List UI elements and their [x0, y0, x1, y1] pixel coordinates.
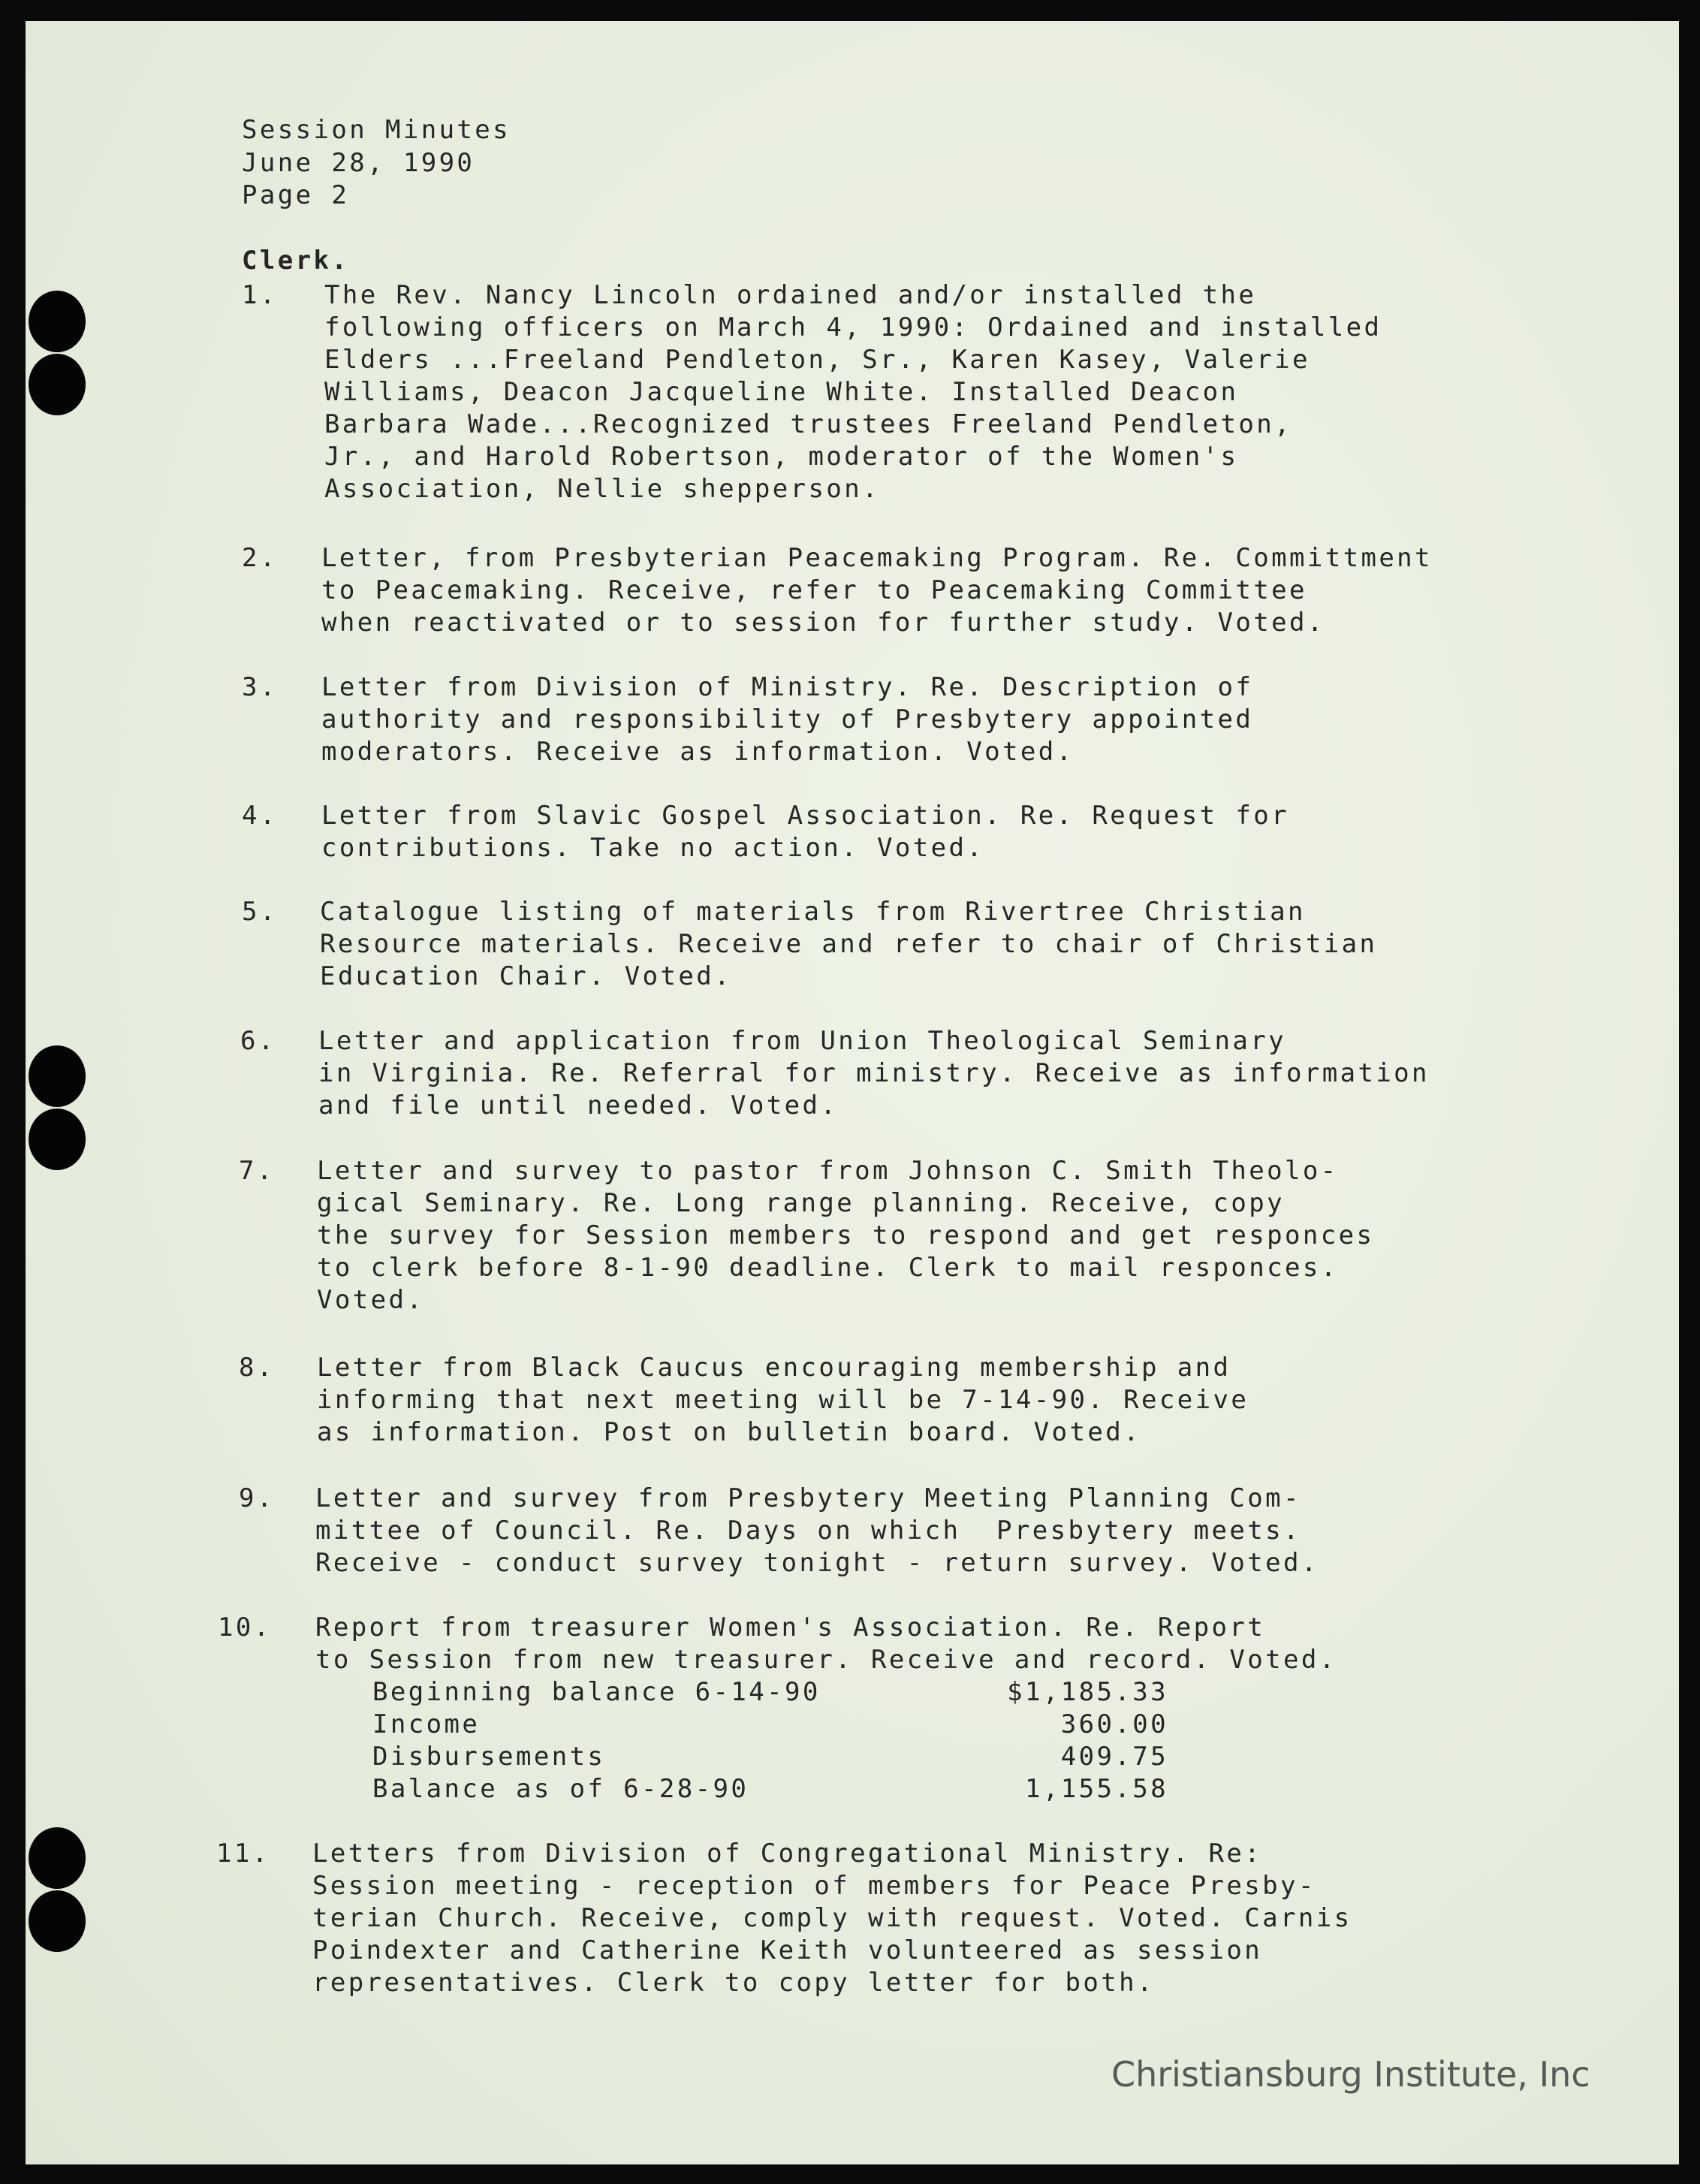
header-date: June 28, 1990 — [242, 148, 475, 178]
header-title: Session Minutes — [242, 115, 511, 145]
watermark-text: Christiansburg Institute, Inc — [1111, 2054, 1590, 2095]
minutes-item: Letter from Division of Ministry. Re. Description of authority and responsibility of Presbytery appointed moderators. Receive as information. Voted. — [321, 672, 1254, 767]
item-number: 1. — [242, 280, 278, 310]
item-number: 4. — [242, 801, 278, 831]
item-number: 6. — [240, 1026, 276, 1056]
minutes-item: The Rev. Nancy Lincoln ordained and/or installed the following officers on March 4, 1990: Ordained and installed Elders ...Freeland Pendleton, Sr., Karen Kasey, Valerie Williams, Deacon Jacqueline White. Installed Deacon Barbara Wade...Recognized trustees Freeland Pendleton, Jr., and Harold Robertson, moderator of the Women's Association, Nellie shepperson. — [324, 280, 1382, 504]
minutes-item: Letter and survey to pastor from Johnson C. Smith Theolo- gical Seminary. Re. Long range planning. Receive, copy the survey for Session members to respond and get responces to clerk before 8-1-90 deadline. Clerk to mail responces. Voted. — [317, 1156, 1375, 1315]
item-number: 11. — [216, 1839, 270, 1869]
item-number: 3. — [242, 672, 278, 702]
item-number: 2. — [242, 543, 278, 573]
minutes-item: Letter, from Presbyterian Peacemaking Program. Re. Committment to Peacemaking. Receive, refer to Peacemaking Committee when reactivated or to session for further study. Voted. — [321, 543, 1433, 638]
item-number: 5. — [242, 897, 278, 927]
finance-label: Income — [372, 1709, 481, 1739]
header-page: Page 2 — [242, 180, 350, 210]
item-number: 8. — [239, 1353, 275, 1383]
minutes-item: Letter and application from Union Theological Seminary in Virginia. Re. Referral for ministry. Receive as information and file until needed. Voted. — [318, 1026, 1430, 1121]
minutes-item: Letter from Black Caucus encouraging membership and informing that next meeting will be 7-14-90. Receive as information. Post on bulletin board. Voted. — [317, 1353, 1249, 1447]
finance-amount: 409.75 — [1060, 1742, 1168, 1772]
minutes-item: Letters from Division of Congregational Ministry. Re: Session meeting - reception of members for Peace Presby- terian Church. Receive, comply with request. Voted. Carnis Poindexter and Catherine Keith volunteered as session representatives. Clerk to copy letter for both. — [312, 1839, 1352, 1998]
minutes-item: Letter and survey from Presbytery Meeting Planning Com- mittee of Council. Re. Days on which Presbytery meets. Receive - conduct survey tonight - return survey. Voted. — [315, 1483, 1319, 1578]
item-number: 10. — [218, 1612, 272, 1643]
item-number: 7. — [239, 1156, 275, 1186]
minutes-item: Letter from Slavic Gospel Association. Re. Request for contributions. Take no action. Voted. — [321, 801, 1289, 863]
finance-label: Disbursements — [372, 1742, 606, 1772]
finance-amount: 1,155.58 — [1025, 1774, 1168, 1804]
minutes-item: Report from treasurer Women's Association. Re. Report to Session from new treasurer. Receive and record. Voted. — [315, 1612, 1337, 1675]
finance-label: Balance as of 6-28-90 — [372, 1774, 749, 1804]
finance-label: Beginning balance 6-14-90 — [372, 1677, 821, 1707]
finance-amount: $1,185.33 — [1007, 1677, 1168, 1707]
item-number: 9. — [239, 1483, 275, 1513]
section-title-clerk: Clerk. — [242, 246, 350, 276]
finance-amount: 360.00 — [1060, 1709, 1168, 1739]
minutes-item: Catalogue listing of materials from Rivertree Christian Resource materials. Receive and refer to chair of Christian Education Chair. Voted. — [320, 897, 1378, 991]
